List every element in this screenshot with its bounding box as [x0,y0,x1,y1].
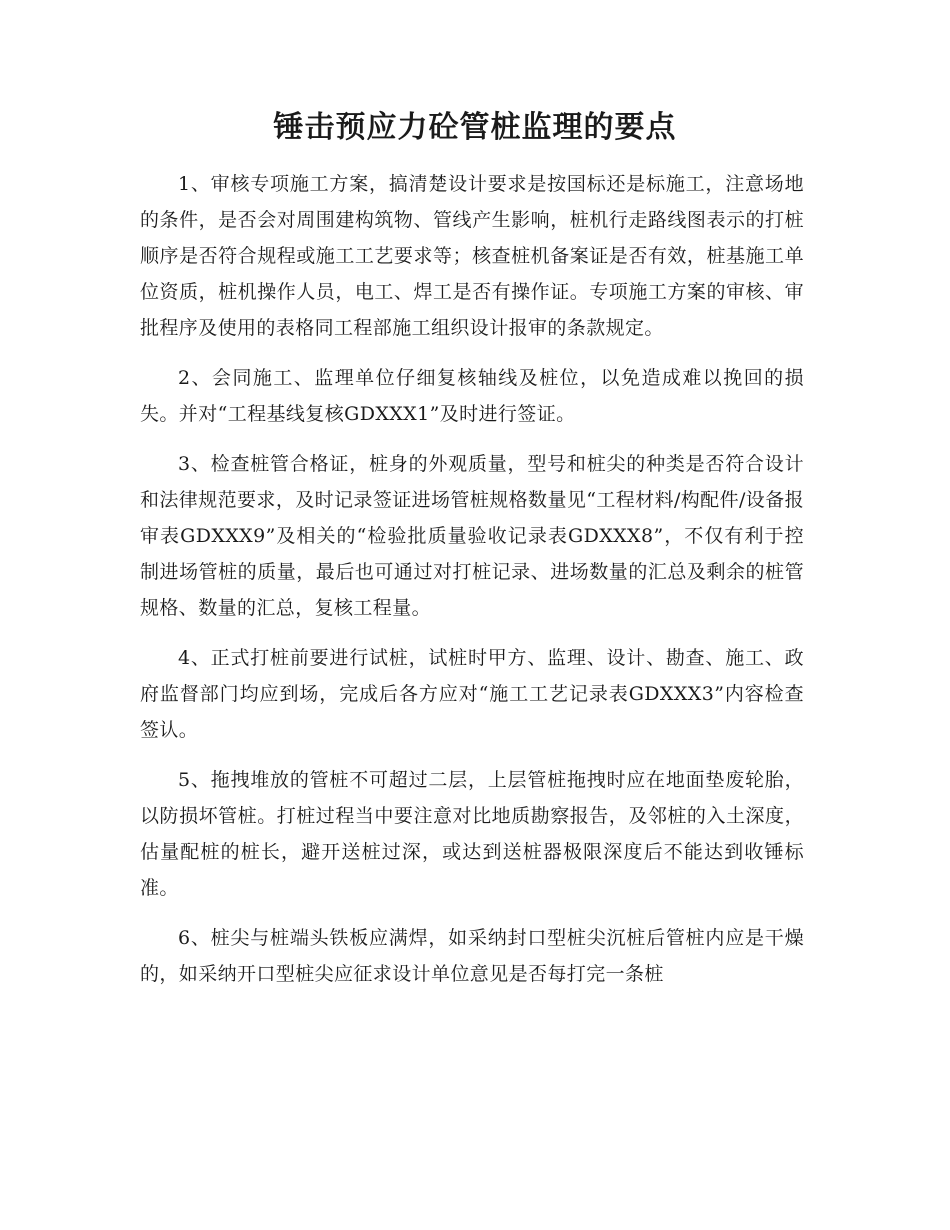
paragraph-1: 1、审核专项施工方案，搞清楚设计要求是按国标还是标施工，注意场地的条件，是否会对周围建构筑物、管线产生影响，桩机行走路线图表示的打桩顺序是否符合规程或施工工艺要求等；核查桩机备案证是否有效，桩基施工单位资质，桩机操作人员，电工、焊工是否有操作证。专项施工方案的审核、审批程序及使用的表格同工程部施工组织设计报审的条款规定。 [140,173,804,339]
paragraph-3: 3、检查桩管合格证，桩身的外观质量，型号和桩尖的种类是否符合设计和法律规范要求，及时记录签证进场管桩规格数量见“工程材料/构配件/设备报审表GDXXX9”及相关的“检验批质量验收记录表GDXXX8”，不仅有利于控制进场管桩的质量，最后也可通过对打桩记录、进场数量的汇总及剩余的桩管规格、数量的汇总，复核工程量。 [140,453,804,619]
document-body [140,166,804,1006]
paragraph-2: 2、会同施工、监理单位仔细复核轴线及桩位，以免造成难以挽回的损失。并对“工程基线复核GDXXX1”及时进行签证。 [140,367,804,425]
paragraph-4: 4、正式打桩前要进行试桩，试桩时甲方、监理、设计、勘查、施工、政府监督部门均应到场，完成后各方应对“施工工艺记录表GDXXX3”内容检查签认。 [140,647,804,741]
paragraph-5: 5、拖拽堆放的管桩不可超过二层，上层管桩拖拽时应在地面垫废轮胎，以防损坏管桩。打桩过程当中要注意对比地质勘察报告，及邻桩的入土深度，估量配桩的桩长，避开送桩过深，或达到送桩器极限深度后不能达到收锤标准。 [140,769,804,899]
document-title: 锤击预应力砼管桩监理的要点 [273,110,677,145]
paragraph-6: 6、桩尖与桩端头铁板应满焊，如采纳封口型桩尖沉桩后管桩内应是干燥的，如采纳开口型桩尖应征求设计单位意见是否每打完一条桩 [140,927,804,985]
